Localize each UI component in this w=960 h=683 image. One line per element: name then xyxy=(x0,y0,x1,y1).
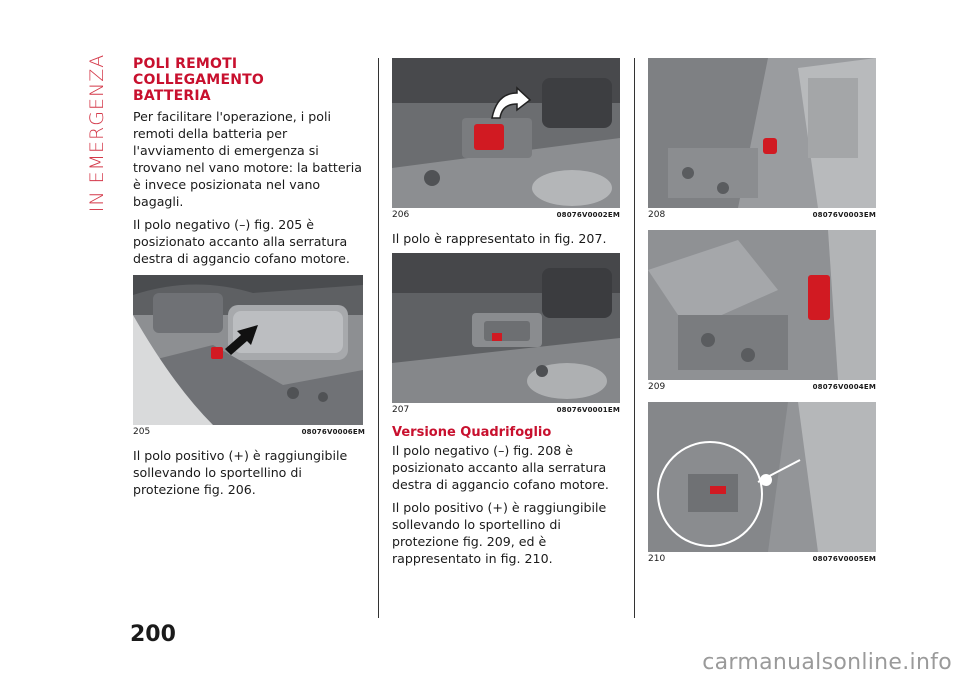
engine-photo-207 xyxy=(392,253,620,403)
figure-205-number: 205 xyxy=(133,427,151,437)
engine-photo-205 xyxy=(133,275,363,425)
figure-207-code: 08076V0001EM xyxy=(556,406,620,414)
section-title xyxy=(133,56,365,104)
figure-210-caption xyxy=(648,554,876,564)
figure-208 xyxy=(648,58,876,220)
engine-photo-206 xyxy=(392,58,620,208)
paragraph-intro: Per facilitare l'operazione, i poli remoti della batteria per l'avviamento di emergenza si trovano nel vano motore: la batteria è invece posizionata nel vano bagagli. xyxy=(133,109,362,209)
section-tab-label: IN EMERGENZA xyxy=(86,53,109,213)
positive-pole-cover xyxy=(474,124,504,150)
positive-pole-marker xyxy=(492,333,502,341)
paragraph-positive-pole: Il polo positivo (+) è raggiungibile sollevando lo sportellino di protezione fig. 206. xyxy=(133,448,348,497)
figure-207-caption xyxy=(392,405,620,415)
figure-206 xyxy=(392,58,620,220)
figure-209 xyxy=(648,230,876,392)
figure-207 xyxy=(392,253,620,415)
column-1 xyxy=(133,56,365,504)
negative-pole-marker xyxy=(211,347,223,359)
page-number: 200 xyxy=(130,622,176,647)
figure-210-code: 08076V0005EM xyxy=(812,555,876,563)
engine-photo-210 xyxy=(648,402,876,552)
qv-negative-pole-marker xyxy=(763,138,777,154)
column-3 xyxy=(648,58,876,574)
engine-photo-209 xyxy=(648,230,876,380)
section-tab xyxy=(84,53,110,213)
figure-209-caption xyxy=(648,382,876,392)
figure-208-caption xyxy=(648,210,876,220)
figure-205-caption xyxy=(133,427,365,437)
section-title-line1: POLI REMOTI COLLEGAMENTO xyxy=(133,56,264,88)
qv-positive-pole-cover xyxy=(808,275,830,320)
figure-208-code: 08076V0003EM xyxy=(812,211,876,219)
figure-210 xyxy=(648,402,876,564)
figure-205-code: 08076V0006EM xyxy=(301,428,365,436)
qv-positive-pole-marker xyxy=(710,486,726,494)
column-divider-1 xyxy=(378,58,379,618)
figure-209-code: 08076V0004EM xyxy=(812,383,876,391)
watermark: carmanualsonline.info xyxy=(702,650,952,675)
section-title-line2: BATTERIA xyxy=(133,88,211,104)
figure-206-code: 08076V0002EM xyxy=(556,211,620,219)
figure-205 xyxy=(133,275,365,437)
subheading-quadrifoglio: Versione Quadrifoglio xyxy=(392,425,552,440)
column-2 xyxy=(392,58,620,573)
figure-207-number: 207 xyxy=(392,405,410,415)
column-divider-2 xyxy=(634,58,635,618)
paragraph-fig207-ref: Il polo è rappresentato in fig. 207. xyxy=(392,231,607,246)
figure-206-number: 206 xyxy=(392,210,410,220)
figure-209-number: 209 xyxy=(648,382,666,392)
paragraph-qv-positive-pole: Il polo positivo (+) è raggiungibile sollevando lo sportellino di protezione fig. 209, ed è rappresentato in fig. 210. xyxy=(392,500,607,566)
paragraph-qv-negative-pole: Il polo negativo (–) fig. 208 è posizionato accanto alla serratura destra di aggancio cofano motore. xyxy=(392,443,609,492)
figure-208-number: 208 xyxy=(648,210,666,220)
figure-206-caption xyxy=(392,210,620,220)
engine-photo-208 xyxy=(648,58,876,208)
paragraph-negative-pole: Il polo negativo (–) fig. 205 è posizionato accanto alla serratura destra di aggancio cofano motore. xyxy=(133,217,350,266)
figure-210-number: 210 xyxy=(648,554,666,564)
